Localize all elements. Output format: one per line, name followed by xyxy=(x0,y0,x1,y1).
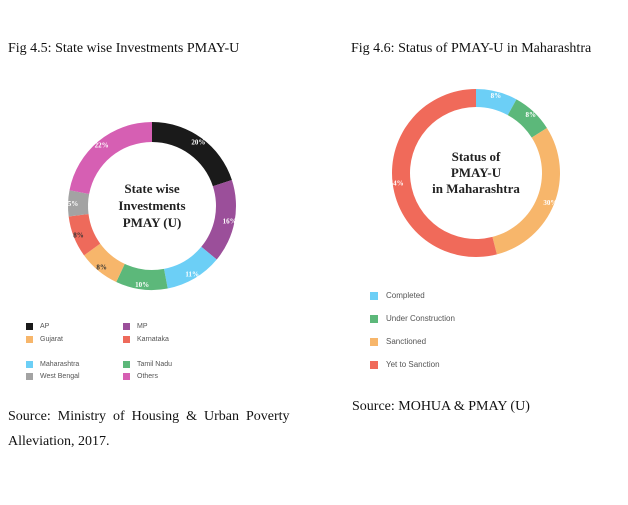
legend-label: Under Construction xyxy=(386,314,455,323)
legend-swatch xyxy=(370,361,378,369)
left-legend xyxy=(26,323,266,388)
legend-swatch xyxy=(26,373,33,380)
legend-label: Others xyxy=(137,373,159,380)
legend-label: Yet to Sanction xyxy=(386,360,440,369)
legend-item-west-bengal xyxy=(26,373,80,380)
legend-item-tamil-nadu xyxy=(123,361,172,368)
legend-item-karnataka xyxy=(123,336,169,343)
legend-label: West Bengal xyxy=(40,373,80,380)
slice-label-completed: 8% xyxy=(490,92,502,101)
legend-label: Karnataka xyxy=(137,336,169,343)
legend-swatch xyxy=(26,323,33,330)
left-figure-caption: Fig 4.5: State wise Investments PMAY-U xyxy=(8,41,240,56)
right-legend xyxy=(370,291,570,371)
slice-label-ap: 20% xyxy=(191,138,206,147)
legend-item-under-construction xyxy=(370,314,455,323)
donut-right-title-line-3: in Maharashtra xyxy=(432,181,520,196)
donut-right-title-line-2: PMAY-U xyxy=(450,165,502,180)
legend-swatch xyxy=(370,338,378,346)
slice-label-mp: 16% xyxy=(222,217,237,226)
legend-label: Sanctioned xyxy=(386,337,427,346)
legend-label: MP xyxy=(137,323,148,330)
legend-label: Gujarat xyxy=(40,336,63,343)
donut-slice-ap xyxy=(152,122,232,186)
legend-label: AP xyxy=(40,323,50,330)
legend-label: Completed xyxy=(386,291,425,300)
legend-label: Tamil Nadu xyxy=(137,361,173,368)
legend-item-gujarat xyxy=(26,336,63,343)
donut-left-title-line-2: Investments xyxy=(118,198,186,213)
slice-label-maharashtra: 22% xyxy=(94,141,109,150)
legend-item-maharashtra xyxy=(26,361,79,368)
legend-swatch xyxy=(123,373,130,380)
slice-label-tamil-nadu: 11% xyxy=(185,270,200,279)
legend-item-yet-to-sanction xyxy=(370,360,440,369)
donut-left-title-line-3: PMAY (U) xyxy=(122,215,182,230)
slice-label-karnataka: 8% xyxy=(73,231,84,240)
legend-swatch xyxy=(123,323,130,330)
legend-swatch xyxy=(123,361,130,368)
left-figure-source xyxy=(8,404,308,454)
maharashtra-status-donut-chart xyxy=(376,73,576,273)
legend-swatch xyxy=(26,336,33,343)
left-source-line-1: Source: Ministry of Housing & Urban Poverty xyxy=(8,409,290,424)
slice-label-sanctioned: 30% xyxy=(543,198,558,207)
legend-swatch xyxy=(370,315,378,323)
legend-item-completed xyxy=(370,291,425,300)
legend-swatch xyxy=(370,292,378,300)
slice-label-others: 10% xyxy=(135,280,150,289)
donut-left-title-line-1: State wise xyxy=(124,181,180,196)
right-figure-source: Source: MOHUA & PMAY (U) xyxy=(352,399,530,414)
slice-label-yet-to-sanction: 54% xyxy=(389,179,404,188)
donut-right-title-line-1: Status of xyxy=(451,149,501,164)
legend-item-ap xyxy=(26,323,49,330)
left-source-line-2: Alleviation, 2017. xyxy=(8,434,110,449)
legend-item-mp xyxy=(123,323,148,330)
legend-item-others xyxy=(123,373,158,380)
slice-label-west-bengal: 5% xyxy=(67,200,79,209)
legend-swatch xyxy=(26,361,33,368)
right-figure-caption: Fig 4.6: Status of PMAY-U in Maharashtra xyxy=(351,41,592,56)
legend-item-sanctioned xyxy=(370,337,426,346)
slice-label-under-construction: 8% xyxy=(525,111,537,120)
donut-slice-tamil-nadu xyxy=(164,247,217,289)
state-investments-donut-chart xyxy=(52,106,252,306)
legend-label: Maharashtra xyxy=(40,361,80,368)
slice-label-gujarat: 8% xyxy=(96,263,107,272)
legend-swatch xyxy=(123,336,130,343)
